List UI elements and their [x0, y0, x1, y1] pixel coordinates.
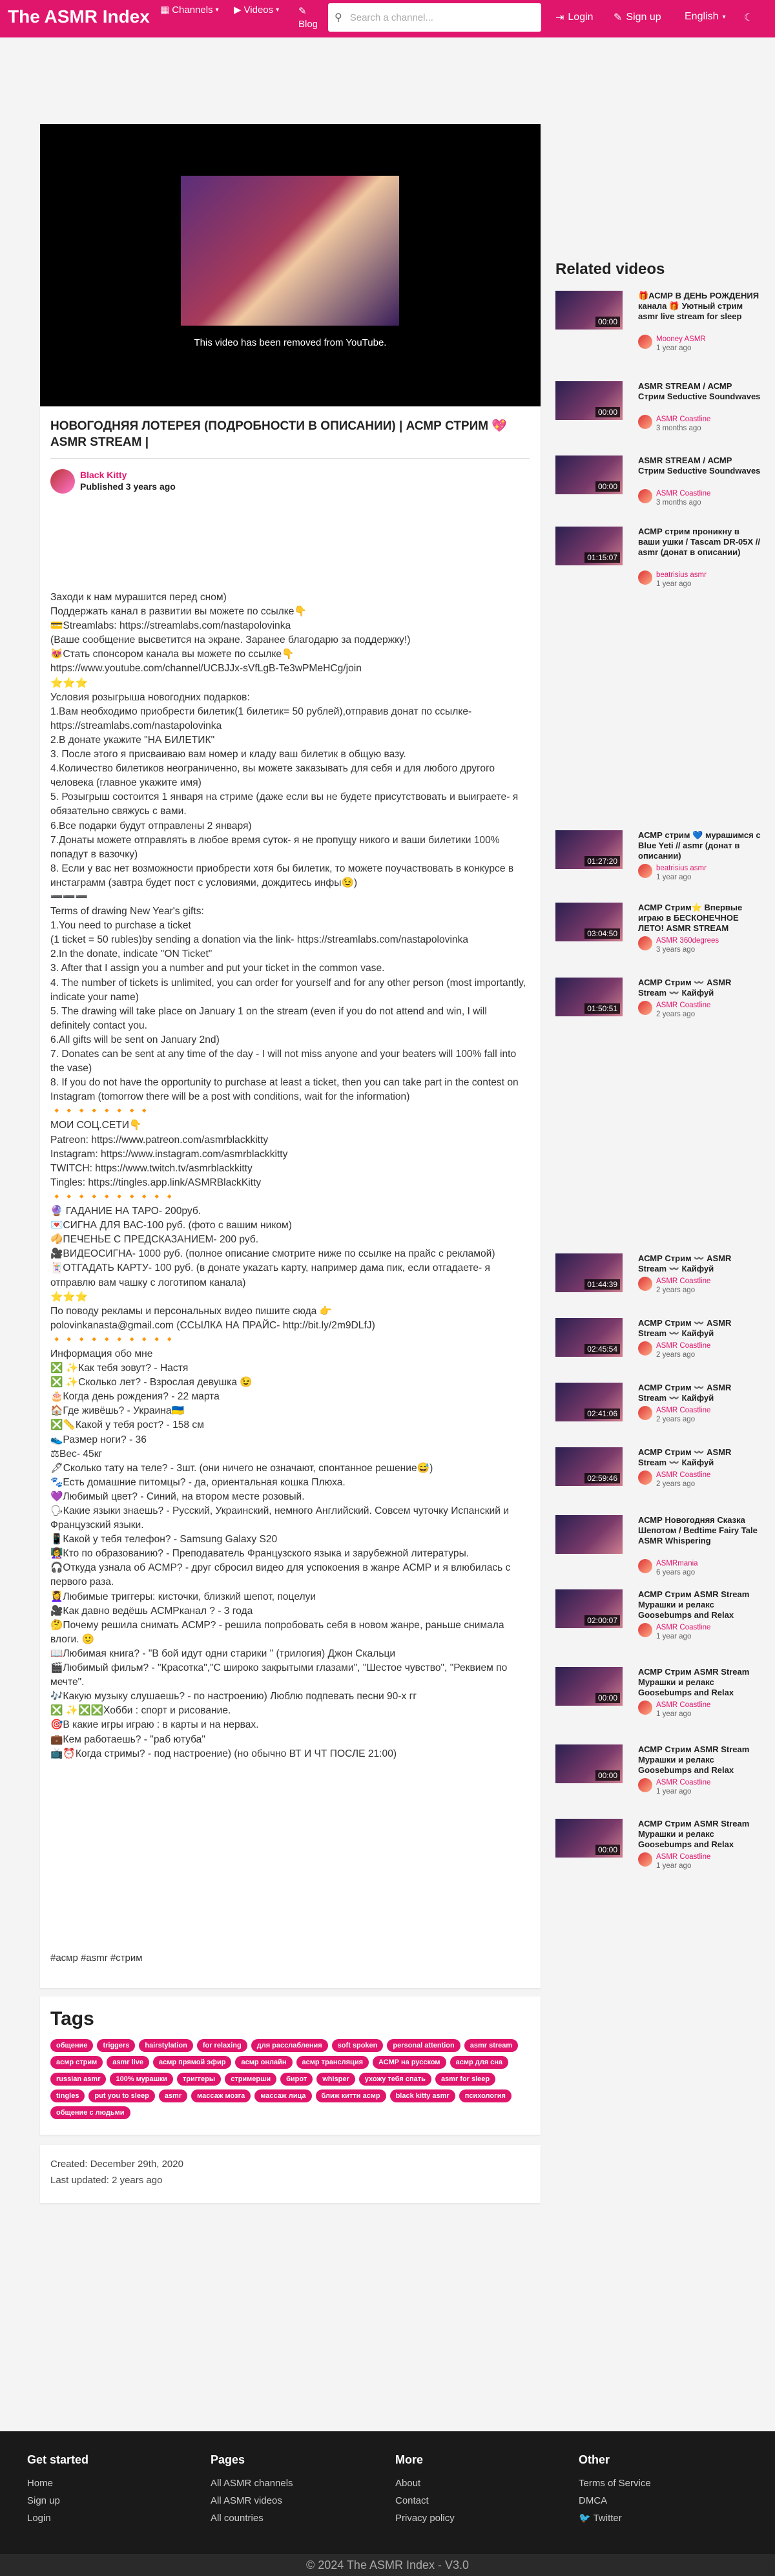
related-channel-avatar[interactable] — [638, 1778, 652, 1792]
related-video-thumbnail[interactable] — [555, 1253, 623, 1292]
channels-dropdown[interactable] — [160, 4, 219, 16]
tag-chip[interactable]: asmr — [159, 2089, 187, 2102]
footer-link-countries[interactable]: All countries — [211, 2513, 264, 2524]
tag-chip[interactable]: массаж мозга — [191, 2089, 251, 2102]
video-duration: 01:44:39 — [584, 1279, 620, 1290]
related-video-thumbnail[interactable] — [555, 830, 623, 869]
tag-chip[interactable]: триггеры — [177, 2073, 221, 2086]
related-channel-avatar[interactable] — [638, 1852, 652, 1867]
description-line: 🃏ОТГАДАТЬ КАРТУ- 100 руб. (в донате укazать карту, например дама пик, если отгадаете- я отправлю вам чашку с логотипом канала) — [50, 1262, 493, 1288]
related-video-time: 1 year ago — [656, 1710, 692, 1718]
hashtags[interactable]: #асмр #asmr #стрим — [50, 1953, 143, 1963]
video-duration: 00:00 — [595, 1693, 620, 1703]
tag-chip[interactable]: ближ китти асмр — [316, 2089, 386, 2102]
description-line: 🖋Сколько тату на теле? - 3шт. (они ничего не означают, спонтанное решение😅) — [50, 1462, 433, 1474]
related-channel-avatar[interactable] — [638, 936, 652, 950]
description-line: Информация обо мне — [50, 1348, 153, 1359]
description-line: 😻Стать спонсором канала вы можете по ссылке👇 — [50, 649, 294, 660]
language-dropdown[interactable] — [685, 11, 726, 23]
description-line: 5. Розыгрыш состоится 1 января на стриме (даже если вы не будете присутствовать и выиграете- я обязательно свяжусь с вами. — [50, 791, 521, 817]
divider — [50, 458, 530, 459]
footer — [0, 2431, 775, 2554]
description-line: Terms of drawing New Year's gifts: — [50, 906, 204, 917]
related-video-item[interactable] — [555, 456, 762, 507]
description-line: 🗣Какие языки знаешь? - Русский, Украинский, немного Английский. Совсем чуточку Испанский и Французский языки. — [50, 1505, 512, 1531]
description-line: 🎂Когда день рождения? - 22 марта — [50, 1391, 220, 1403]
related-channel-avatar[interactable] — [638, 1623, 652, 1637]
description-line: 🔸🔸🔸🔸🔸🔸🔸🔸 — [50, 1105, 151, 1117]
related-video-title[interactable]: АСМР Стрим 〰️ ASMR Stream 〰️ Кайфуй — [638, 1318, 732, 1338]
related-video-thumbnail[interactable] — [555, 903, 623, 941]
moon-icon[interactable]: ☾ — [744, 12, 754, 23]
description-line: 🎧Откуда узнала об АСМР? - друг сбросил видео для успокоения в жанре АСМР и я влюбилась с первого раза. — [50, 1562, 513, 1588]
description-line: 🎯В какие игры играю : в карты и на нервах. — [50, 1719, 259, 1731]
description-line: Условия розыгрыша новогодних подарков: — [50, 691, 250, 703]
description-line: 🐾Есть домашние питомцы? - да, ориентальная кошка Плюха. — [50, 1476, 346, 1488]
tag-chip[interactable]: общение — [50, 2039, 93, 2052]
description-line: 💳Streamlabs: https://streamlabs.com/nastapolovinka — [50, 620, 291, 632]
footer-link-twitter[interactable]: 🐦 Twitter — [579, 2513, 622, 2524]
top-navbar — [0, 0, 775, 37]
description-line: ⚖Вес- 45кг — [50, 1448, 103, 1460]
video-duration: 02:59:46 — [584, 1473, 620, 1483]
related-video-time: 2 years ago — [656, 1286, 696, 1294]
tag-chip[interactable]: для расслабления — [251, 2039, 328, 2052]
related-channel-avatar[interactable] — [638, 1341, 652, 1356]
description-line: 🎶Какую музыку слушаешь? - по настроению) Люблю подпевать песни 90-х гг — [50, 1691, 417, 1702]
related-channel-name[interactable]: Mooney ASMR — [656, 335, 706, 343]
video-thumbnail — [181, 176, 399, 326]
related-channel-name[interactable]: ASMR Coastline — [656, 490, 711, 497]
related-video-title[interactable]: АСМР стрим проникну в ваши ушки / Tascam DR-05X // asmr (донат в описании) — [638, 527, 761, 557]
related-video-title[interactable]: ASMR STREAM / АСМР Стрим Seductive Soundwaves — [638, 456, 761, 476]
channels-label: Channels — [172, 4, 213, 16]
related-video-time: 2 years ago — [656, 1011, 696, 1018]
tag-chip[interactable]: стримерши — [225, 2073, 276, 2086]
brand-logo[interactable]: The ASMR Index — [8, 6, 150, 26]
description-line: 💌СИГНА ДЛЯ ВАС-100 руб. (фото с вашим ником) — [50, 1220, 292, 1231]
login-label: Login — [568, 12, 594, 23]
related-video-item[interactable] — [555, 903, 762, 954]
description-line: 3. После этого я присваиваю вам номер и кладу ваш билетик в общую вазу. — [50, 749, 406, 760]
description-line: 6.All gifts will be sent on January 2nd) — [50, 1034, 220, 1045]
signup-link[interactable] — [614, 11, 661, 24]
channel-link[interactable]: Black Kitty — [80, 470, 127, 480]
footer-heading: Get started — [27, 2453, 89, 2466]
related-video-item[interactable] — [555, 527, 762, 588]
description-line: Patreon: https://www.patreon.com/asmrblackkitty — [50, 1134, 269, 1146]
related-video-item[interactable] — [555, 1744, 762, 1796]
related-video-item[interactable] — [555, 830, 762, 882]
video-title: НОВОГОДНЯЯ ЛОТЕРЕЯ (ПОДРОБНОСТИ В ОПИСАНИИ) | АСМР СТРИМ 💖 ASMR STREAM | — [50, 419, 508, 449]
video-duration: 00:00 — [595, 1770, 620, 1781]
tag-chip[interactable]: психология — [459, 2089, 512, 2102]
related-video-title[interactable]: АСМР Стрим ASMR Stream Мурашки и релакс Goosebumps and Relax — [638, 1667, 750, 1697]
tag-chip[interactable]: soft spoken — [332, 2039, 384, 2052]
description-line: Поддержать канал в развитии вы можете по ссылке👇 — [50, 606, 307, 618]
related-video-title[interactable]: АСМР Стрим 〰️ ASMR Stream 〰️ Кайфуй — [638, 1383, 732, 1403]
related-video-thumbnail[interactable] — [555, 527, 623, 565]
footer-heading: Other — [579, 2453, 610, 2466]
tag-chip[interactable]: общение с людьми — [50, 2106, 130, 2119]
description-line: 🥠ПЕЧЕНЬЕ С ПРЕДСКАЗАНИЕМ- 200 руб. — [50, 1234, 259, 1246]
related-video-title[interactable]: АСМР стрим 💙 мурашимся с Blue Yeti // asmr (донат в описании) — [638, 830, 761, 861]
related-video-item[interactable] — [555, 381, 762, 433]
description-line: polovinkanasta@gmail.com (ССЫЛКА НА ПРАЙС- http://bit.ly/2m9DLfJ) — [50, 1319, 375, 1331]
related-channel-avatar[interactable] — [638, 415, 652, 429]
related-channel-name[interactable]: ASMR Coastline — [656, 1277, 711, 1285]
related-video-title[interactable]: ASMR STREAM / АСМР Стрим Seductive Soundwaves — [638, 381, 761, 401]
tag-chip[interactable]: асмр трансляция — [296, 2056, 369, 2069]
tag-chip[interactable]: 100% мурашки — [110, 2073, 172, 2086]
related-video-thumbnail[interactable] — [555, 1589, 623, 1628]
description-line: По поводу рекламы и персональных видео пишите сюда 👉 — [50, 1305, 333, 1317]
tag-chip[interactable]: put you to sleep — [88, 2089, 154, 2102]
related-video-thumbnail[interactable] — [555, 1318, 623, 1357]
blog-label: Blog — [298, 19, 318, 30]
related-channel-name[interactable]: ASMR Coastline — [656, 1853, 711, 1861]
description-line: 🏠Где живёшь? - Украина🇺🇦 — [50, 1405, 184, 1417]
related-video-time: 2 years ago — [656, 1480, 696, 1488]
description-line: 🔮 ГАДАНИЕ НА ТАРО- 200руб. — [50, 1206, 202, 1217]
footer-pages — [211, 2453, 293, 2527]
description-line: 6.Все подарки будут отправлены 2 января) — [50, 820, 252, 832]
tag-chip[interactable]: tingles — [50, 2089, 85, 2102]
footer-link-home[interactable]: Home — [27, 2478, 54, 2489]
related-video-title[interactable]: АСМР Стрим ASMR Stream Мурашки и релакс Goosebumps and Relax — [638, 1589, 750, 1620]
signup-icon: ✎ — [614, 12, 623, 23]
description-line: ❎ ✨Как тебя зовут? - Настя — [50, 1363, 189, 1374]
video-duration: 03:04:50 — [584, 928, 620, 939]
grid-icon: ▦ — [160, 5, 170, 16]
login-link[interactable] — [555, 11, 594, 24]
related-video-time: 3 years ago — [656, 946, 696, 954]
tag-chip[interactable]: асмр онлайн — [235, 2056, 292, 2069]
related-channel-avatar[interactable] — [638, 1559, 652, 1573]
related-video-thumbnail[interactable] — [555, 1383, 623, 1421]
description-line: ❎ ✨❎❎Хобби : спорт и рисование. — [50, 1705, 231, 1717]
description-line: ➖➖➖ — [50, 891, 88, 903]
related-video-thumbnail[interactable] — [555, 1515, 623, 1554]
description-line: 📱Какой у тебя телефон? - Samsung Galaxy S20 — [50, 1534, 278, 1545]
related-channel-name[interactable]: ASMR Coastline — [656, 1701, 711, 1709]
footer-link-signup[interactable]: Sign up — [27, 2495, 60, 2506]
related-video-title[interactable]: АСМР Стрим⭐ Впервые играю в БЕСКОНЕЧНОЕ ЛЕТО! ASMR STREAM — [638, 903, 743, 933]
search-input[interactable]: Search a channel... — [349, 12, 433, 23]
related-video-item[interactable] — [555, 291, 762, 352]
tag-chip[interactable]: массаж лица — [254, 2089, 311, 2102]
footer-link-channels[interactable]: All ASMR channels — [211, 2478, 293, 2489]
related-video-title[interactable]: 🎁АСМР В ДЕНЬ РОЖДЕНИЯ канала 🎁 Уютный стрим asmr live stream for sleep — [638, 291, 760, 321]
description-line: 7.Донаты можете отправлять в любое время суток- я не пропущу никого и ваши билетики 100% попадут в вазочку) — [50, 834, 502, 860]
footer-heading: More — [395, 2453, 424, 2466]
related-channel-avatar[interactable] — [638, 1406, 652, 1420]
video-player[interactable] — [40, 124, 541, 406]
footer-get-started — [27, 2453, 88, 2527]
tags-list — [50, 2039, 530, 2119]
video-duration: 00:00 — [595, 1845, 620, 1855]
tag-chip[interactable]: asmr for sleep — [435, 2073, 495, 2086]
created-date: Created: December 29th, 2020 — [50, 2159, 183, 2170]
related-video-title[interactable]: АСМР Стрим 〰️ ASMR Stream 〰️ Кайфуй — [638, 978, 732, 998]
related-video-item[interactable] — [555, 1447, 762, 1499]
related-video-title[interactable]: АСМР Стрим 〰️ ASMR Stream 〰️ Кайфуй — [638, 1447, 732, 1467]
related-video-time: 6 years ago — [656, 1569, 696, 1576]
description-line: 🎥Как давно ведёшь АСМРканал ? - 3 года — [50, 1605, 253, 1617]
tag-chip[interactable]: асмр стрим — [50, 2056, 103, 2069]
related-video-title[interactable]: АСМР Новогодняя Сказка Шепотом / Bedtime Fairy Tale ASMR Whispering — [638, 1515, 758, 1545]
footer-link-terms[interactable]: Terms of Service — [579, 2478, 651, 2489]
related-video-item[interactable] — [555, 978, 762, 1029]
footer-link-videos[interactable]: All ASMR videos — [211, 2495, 282, 2506]
related-video-time: 1 year ago — [656, 580, 692, 588]
related-video-time: 1 year ago — [656, 1633, 692, 1640]
video-duration: 02:41:06 — [584, 1408, 620, 1419]
related-videos-title: Related videos — [555, 260, 665, 278]
related-video-item[interactable] — [555, 1515, 762, 1576]
related-channel-name[interactable]: ASMR Coastline — [656, 1342, 711, 1350]
related-video-thumbnail[interactable] — [555, 291, 623, 330]
tag-chip[interactable]: asmr stream — [464, 2039, 518, 2052]
related-video-thumbnail[interactable] — [555, 978, 623, 1016]
related-video-item[interactable] — [555, 1667, 762, 1719]
related-video-title[interactable]: АСМР Стрим ASMR Stream Мурашки и релакс Goosebumps and Relax — [638, 1744, 750, 1775]
description-line: ❎📏Какой у тебя рост? - 158 см — [50, 1419, 204, 1431]
related-video-item[interactable] — [555, 1318, 762, 1370]
tag-chip[interactable]: асмр прямой эфир — [153, 2056, 232, 2069]
description-line: 3. After that I assign you a number and put your ticket in the common vase. — [50, 963, 385, 974]
description-line: ⭐⭐⭐ — [50, 1291, 88, 1303]
description-line: 8. Если у вас нет возможности приобрести хотя бы билетик, то можете поучаствовать в конкурсе в инстаграмм (завтра будет пост с условиями, дождитесь инфы😉) — [50, 863, 517, 888]
related-channel-name[interactable]: beatrisius asmr — [656, 864, 707, 872]
related-video-time: 1 year ago — [656, 874, 692, 881]
tags-title: Tags — [50, 2008, 94, 2029]
description-line: 🎬Любимый фильм? - "Красотка","С широко закрытыми глазами", "Шестое чувство", "Реквием по мечте". — [50, 1662, 510, 1688]
copyright: © 2024 The ASMR Index - V3.0 — [0, 2554, 775, 2576]
related-channel-name[interactable]: beatrisius asmr — [656, 571, 707, 579]
description-line: 7. Donates can be sent at any time of the day - I will not miss anyone and your beaters will 100% fall into the vase) — [50, 1049, 519, 1074]
related-video-thumbnail[interactable] — [555, 1819, 623, 1858]
related-channel-avatar[interactable] — [638, 1001, 652, 1015]
tag-chip[interactable]: for relaxing — [197, 2039, 247, 2052]
related-channel-avatar[interactable] — [638, 335, 652, 349]
description-line: TWITCH: https://www.twitch.tv/asmrblackkitty — [50, 1162, 253, 1174]
signup-label: Sign up — [626, 12, 661, 23]
channel-avatar[interactable] — [50, 469, 75, 494]
description-line: 2.В донате укажите "НА БИЛЕТИК" — [50, 734, 215, 746]
description-line: 2.In the donate, indicate "ON Ticket" — [50, 948, 212, 960]
related-video-title[interactable]: АСМР Стрим ASMR Stream Мурашки и релакс Goosebumps and Relax — [638, 1819, 750, 1849]
footer-link-dmca[interactable]: DMCA — [579, 2495, 608, 2506]
related-video-thumbnail[interactable] — [555, 1667, 623, 1706]
tag-chip[interactable]: black kitty asmr — [390, 2089, 455, 2102]
related-channel-avatar[interactable] — [638, 1277, 652, 1291]
footer-more — [395, 2453, 455, 2527]
caret-down-icon: ▾ — [276, 6, 280, 14]
related-channel-name[interactable]: ASMR Coastline — [656, 1471, 711, 1479]
related-channel-name[interactable]: ASMR Coastline — [656, 1779, 711, 1786]
caret-down-icon: ▾ — [722, 13, 726, 21]
related-video-time: 1 year ago — [656, 1788, 692, 1796]
tag-chip[interactable]: russian asmr — [50, 2073, 106, 2086]
description-line: Tingles: https://tingles.app.link/ASMRBlackKitty — [50, 1177, 262, 1188]
description-line: 🤔Почему решила снимать АСМР? - решила попробовать себя в новом жанре, раньше снимала влоги. 🙂 — [50, 1619, 507, 1645]
tag-chip[interactable]: АСМР на русском — [373, 2056, 446, 2069]
description-line: 💼Кем работаешь? - "раб ютуба" — [50, 1733, 205, 1745]
published-date: Published 3 years ago — [80, 481, 176, 492]
footer-other — [579, 2453, 651, 2527]
login-icon: ⇥ — [555, 12, 564, 23]
related-channel-name[interactable]: ASMR Coastline — [656, 1001, 711, 1009]
related-video-item[interactable] — [555, 1819, 762, 1870]
video-removed-message: This video has been removed from YouTube. — [194, 337, 387, 348]
related-video-thumbnail[interactable] — [555, 381, 623, 420]
related-video-item[interactable] — [555, 1589, 762, 1641]
description-line: ⭐⭐⭐ — [50, 677, 88, 689]
related-channel-avatar[interactable] — [638, 1701, 652, 1715]
related-video-item[interactable] — [555, 1253, 762, 1305]
description-line: Instagram: https://www.instagram.com/asmrblackkitty — [50, 1148, 288, 1160]
related-video-thumbnail[interactable] — [555, 1744, 623, 1783]
pen-icon: ✎ — [298, 6, 307, 17]
related-video-time: 3 months ago — [656, 499, 701, 507]
description-line: (Ваше сообщение высветится на экране. Заранее благодарю за поддержку!) — [50, 634, 411, 646]
footer-link-privacy[interactable]: Privacy policy — [395, 2513, 455, 2524]
description-line: 8. If you do not have the opportunity to purchase at least a ticket, then you can take part in the contest on Instagram (tomorrow there will be a post with conditions, wait for the information) — [50, 1077, 522, 1103]
video-duration: 02:45:54 — [584, 1344, 620, 1354]
video-description — [50, 591, 528, 1761]
description-line: 1.Вам необходимо приобрести билетик(1 билетик= 50 рублей),отправив донат по ссылке- https://streamlabs.com/nastapolovinka — [50, 706, 475, 731]
tag-chip[interactable]: whisper — [316, 2073, 355, 2086]
tag-chip[interactable]: ухожу тебя спать — [359, 2073, 431, 2086]
video-duration: 00:00 — [595, 317, 620, 327]
description-line: 📖Любимая книга? - "В бой идут одни старики " (трилогия) Джон Скальци — [50, 1648, 396, 1659]
related-video-thumbnail[interactable] — [555, 456, 623, 494]
tag-chip[interactable]: personal attention — [387, 2039, 460, 2052]
description-line: 🎥ВИДЕОСИГНА- 1000 руб. (полное описание смотрите ниже по ссылке на прайс с рекламой) — [50, 1248, 495, 1260]
related-channel-avatar[interactable] — [638, 489, 652, 503]
related-video-item[interactable] — [555, 1383, 762, 1434]
tag-chip[interactable]: triggers — [97, 2039, 135, 2052]
description-line: 4. The number of tickets is unlimited, you can order for yourself and for any other person (most importantly, indicate your name) — [50, 977, 529, 1003]
video-icon: ▶ — [234, 5, 242, 16]
footer-link-login[interactable]: Login — [27, 2513, 51, 2524]
videos-label: Videos — [243, 4, 274, 16]
description-line: Заходи к нам мурашится перед сном) — [50, 592, 227, 603]
video-duration: 00:00 — [595, 407, 620, 417]
related-video-time: 1 year ago — [656, 344, 692, 352]
tag-chip[interactable]: hairstylation — [139, 2039, 192, 2052]
description-line: 👟Размер ноги? - 36 — [50, 1434, 147, 1445]
description-line: https://www.youtube.com/channel/UCBJJx-sVfLgB-Te3wPMeHCg/join — [50, 663, 362, 675]
related-channel-name[interactable]: ASMR Coastline — [656, 1407, 711, 1414]
related-channel-name[interactable]: ASMR Coastline — [656, 1624, 711, 1631]
related-channel-name[interactable]: ASMR Coastline — [656, 415, 711, 423]
dates-card — [40, 2145, 541, 2203]
related-channel-avatar[interactable] — [638, 864, 652, 878]
footer-link-about[interactable]: About — [395, 2478, 421, 2489]
search-icon: ⚲ — [335, 12, 342, 23]
description-line: 4.Количество билетиков неограниченно, вы можете заказывать для себя и для любого другого человека (главное укажите имя) — [50, 763, 498, 789]
description-line: МОИ СОЦ.СЕТИ👇 — [50, 1120, 142, 1131]
video-duration: 01:50:51 — [584, 1003, 620, 1014]
blog-link[interactable] — [298, 5, 318, 31]
description-line: 👩‍🏫Кто по образованию? - Преподаватель Французского языка и зарубежной литературы. — [50, 1548, 470, 1560]
tag-chip[interactable]: бирот — [280, 2073, 313, 2086]
description-line: 🔸🔸🔸🔸🔸🔸🔸🔸🔸🔸 — [50, 1334, 176, 1345]
related-channel-name[interactable]: ASMRmania — [656, 1560, 698, 1567]
description-line: 🔸🔸🔸🔸🔸🔸🔸🔸🔸🔸 — [50, 1191, 176, 1202]
caret-down-icon: ▾ — [215, 6, 219, 14]
updated-date: Last updated: 2 years ago — [50, 2175, 163, 2186]
description-line: 5. The drawing will take place on January 1 on the stream (even if you do not attend and win, I will definitely contact you. — [50, 1005, 490, 1031]
related-video-time: 1 year ago — [656, 1862, 692, 1870]
related-video-time: 2 years ago — [656, 1351, 696, 1359]
description-line: 1.You need to purchase a ticket — [50, 920, 191, 932]
related-video-time: 2 years ago — [656, 1416, 696, 1423]
description-line: 💆‍♀️Любимые триггеры: кисточки, близкий шепот, поцелуи — [50, 1591, 316, 1602]
videos-dropdown[interactable] — [234, 4, 279, 16]
related-channel-avatar[interactable] — [638, 571, 652, 585]
footer-heading: Pages — [211, 2453, 245, 2466]
tag-chip[interactable]: асмр для сна — [450, 2056, 508, 2069]
video-duration: 01:27:20 — [584, 856, 620, 866]
description-line: (1 ticket = 50 rubles)by sending a donation via the link- https://streamlabs.com/nastapolovinka — [50, 934, 469, 946]
related-video-title[interactable]: АСМР Стрим 〰️ ASMR Stream 〰️ Кайфуй — [638, 1253, 732, 1273]
video-duration: 00:00 — [595, 481, 620, 492]
footer-link-contact[interactable]: Contact — [395, 2495, 429, 2506]
tag-chip[interactable]: asmr live — [107, 2056, 149, 2069]
related-channel-name[interactable]: ASMR 360degrees — [656, 937, 719, 945]
description-line: 📺⏰Когда стримы? - под настроение) (но обычно ВТ И ЧТ ПОСЛЕ 21:00) — [50, 1748, 397, 1759]
description-line: 💜Любимый цвет? - Синий, на втором месте розовый. — [50, 1491, 305, 1502]
related-video-thumbnail[interactable] — [555, 1447, 623, 1486]
language-label: English — [685, 11, 719, 22]
related-video-time: 3 months ago — [656, 424, 701, 432]
video-duration: 01:15:07 — [584, 552, 620, 563]
video-duration: 02:00:07 — [584, 1615, 620, 1626]
related-channel-avatar[interactable] — [638, 1471, 652, 1485]
search-box[interactable] — [328, 3, 541, 32]
description-line: ❎ ✨Сколько лет? - Взрослая девушка 😉 — [50, 1377, 253, 1388]
